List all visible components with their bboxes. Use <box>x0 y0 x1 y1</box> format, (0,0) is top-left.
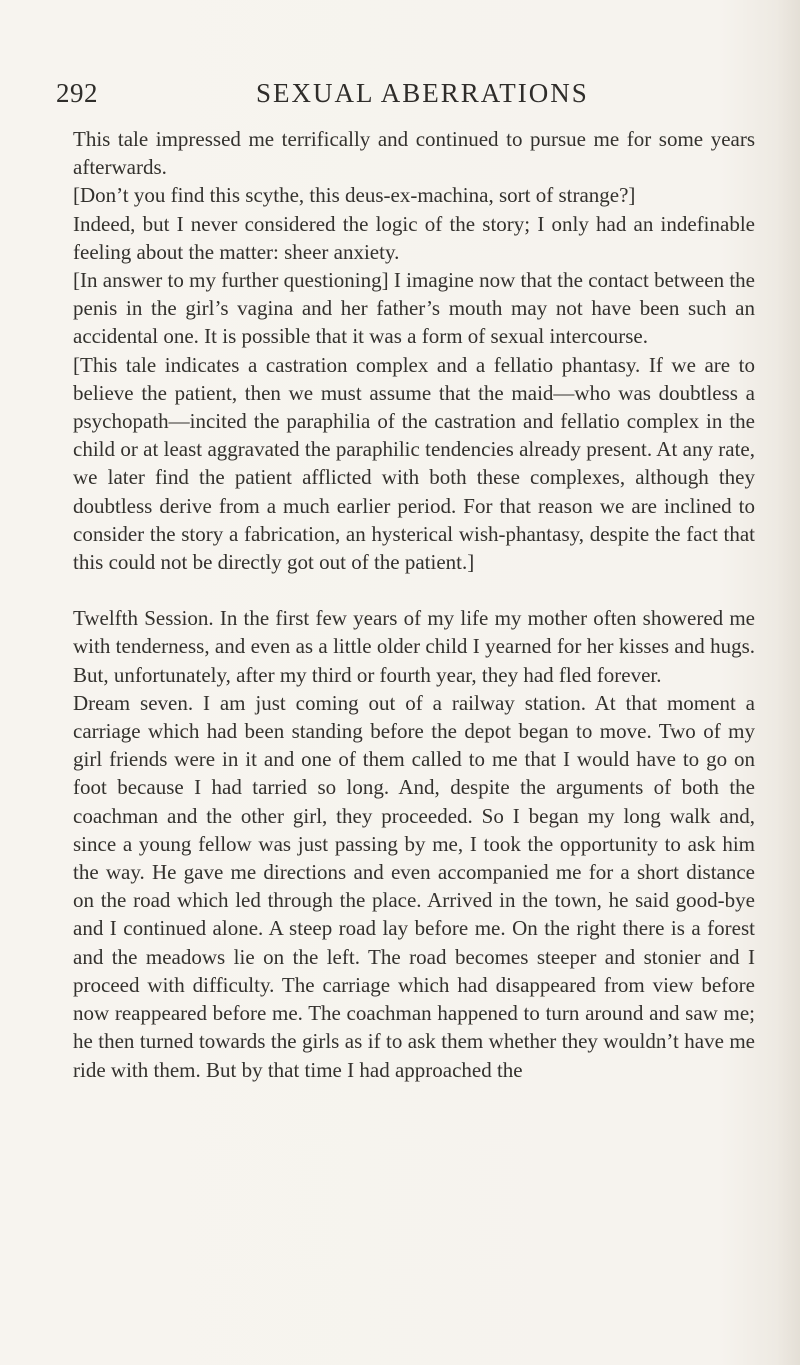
paragraph: This tale impressed me terrifically and continued to pursue me for some years afterwards. <box>73 127 755 180</box>
paragraph: [Don’t you find this scythe, this deus-ex-machina, sort of strange?] <box>73 183 636 208</box>
paragraph: Dream seven. I am just coming out of a railway station. At that moment a carriage which had been standing before the depot began to move. Two of my girl friends were in it and one of them called to me that I would have to go on foot because I had tarried so long. And, despite the arguments of both the coachman and the other girl, they proceeded. So I began my long walk and, since a young fellow was just passing by me, I took the opportunity to ask him the way. He gave me directions and even accompanied me for a short distance on the road which led through the place. Arrived in the town, he said good-bye and I continued alone. A steep road lay before me. On the right there is a forest and the meadows lie on the left. The road becomes steeper and stonier and I proceed with difficulty. The carriage which had disappeared from view before now reappeared before me. The coachman happened to turn around and saw me; he then turned towards the girls as if to ask them whether they wouldn’t have me ride with them. But by that time I had approached the <box>73 690 755 1082</box>
paragraph: [This tale indicates a castration complex and a fellatio phantasy. If we are to believe the patient, then we must assume that the maid—who was doubtless a psychopath—incited the paraphilia of the castration and fellatio complex in the child or at least aggravated the paraphilic tendencies already present. At any rate, we later find the patient afflicted with both these complexes, although they doubtless derive from a much earlier period. For that reason we are inclined to consider the story a fabrication, an hysterical wish-phantasy, despite the fact that this could not be directly got out of the patient.] <box>73 352 755 575</box>
page-header <box>56 78 756 118</box>
paragraph: Twelfth Session. In the first few years of my life my mother often showered me with tenderness, and even as a little older child I yearned for her kisses and hugs. But, unfortunately, after my third or fourth year, they had fled forever. <box>73 606 755 687</box>
running-head: SEXUAL ABERRATIONS <box>256 78 589 108</box>
body-text <box>73 125 755 1084</box>
paragraph: Indeed, but I never considered the logic of the story; I only had an indefinable feeling about the matter: sheer anxiety. <box>73 211 755 264</box>
page-number: 292 <box>56 78 98 108</box>
paragraph: [In answer to my further questioning] I imagine now that the contact between the penis in the girl’s vagina and her father’s mouth may not have been such an accidental one. It is possible that it was a form of sexual intercourse. <box>73 268 755 349</box>
